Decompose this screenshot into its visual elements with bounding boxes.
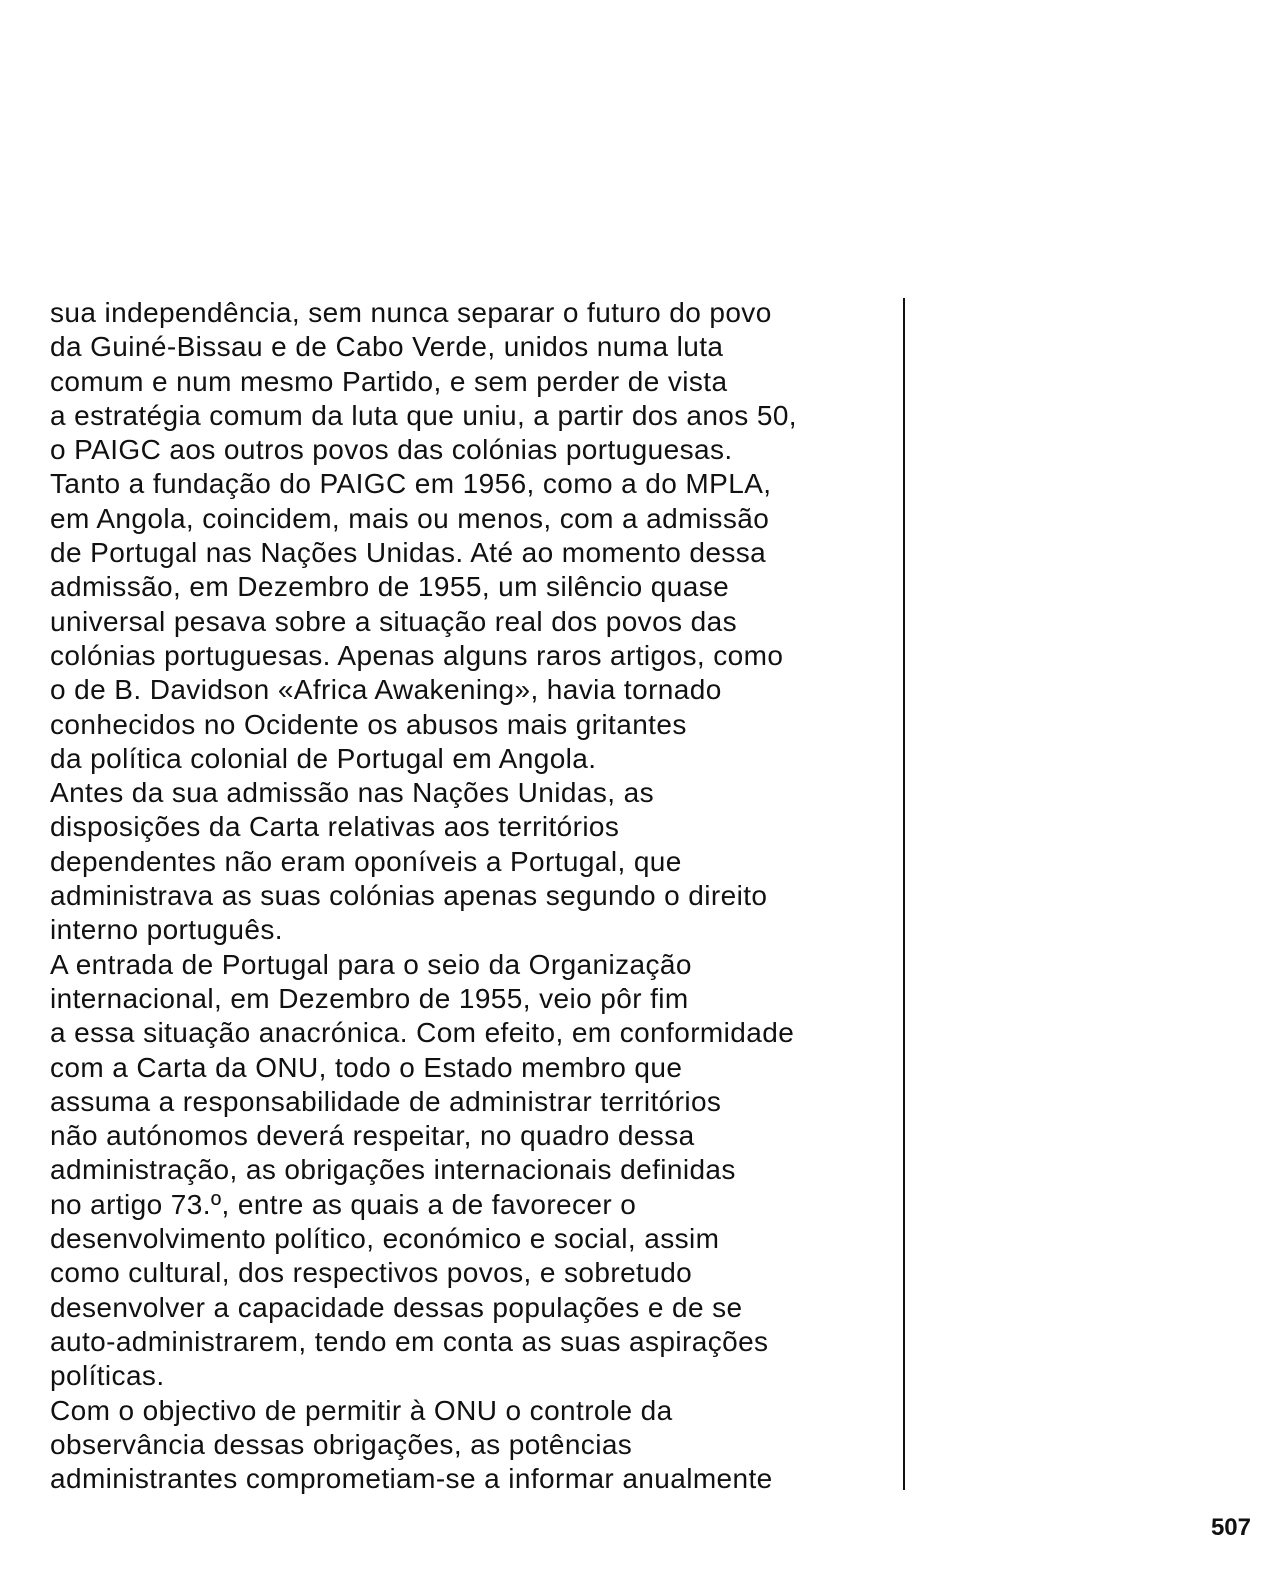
text-line: administração, as obrigações internacionais definidas: [50, 1154, 736, 1186]
text-line: colónias portuguesas. Apenas alguns raros artigos, como: [50, 639, 784, 671]
text-line: da política colonial de Portugal em Angola.: [50, 742, 597, 774]
text-line: admissão, em Dezembro de 1955, um silêncio quase: [50, 571, 730, 603]
text-line: observância dessas obrigações, as potências: [50, 1428, 633, 1460]
text-line: desenvolvimento político, económico e social, assim: [50, 1223, 720, 1255]
text-line: a estratégia comum da luta que uniu, a partir dos anos 50,: [50, 399, 797, 431]
text-line: com a Carta da ONU, todo o Estado membro que: [50, 1051, 683, 1083]
text-line: sua independência, sem nunca separar o futuro do povo: [50, 297, 772, 328]
text-line: dependentes não eram oponíveis a Portugal, que: [50, 845, 682, 877]
text-line: Tanto a fundação do PAIGC em 1956, como a do MPLA,: [50, 468, 772, 500]
text-line: assuma a responsabilidade de administrar territórios: [50, 1085, 722, 1117]
text-line: em Angola, coincidem, mais ou menos, com a admissão: [50, 502, 770, 534]
text-line: disposições da Carta relativas aos territórios: [50, 811, 620, 843]
text-line: universal pesava sobre a situação real dos povos das: [50, 605, 737, 637]
text-line: A entrada de Portugal para o seio da Organização: [50, 948, 692, 980]
text-line: políticas.: [50, 1360, 165, 1392]
text-line: no artigo 73.º, entre as quais a de favorecer o: [50, 1188, 637, 1220]
text-line: o PAIGC aos outros povos das colónias portuguesas.: [50, 434, 733, 466]
page-number: 507: [1210, 1514, 1251, 1541]
body-text: [50, 296, 900, 1496]
text-line: Com o objectivo de permitir à ONU o controle da: [50, 1394, 673, 1426]
text-line: administrava as suas colónias apenas segundo o direito: [50, 880, 768, 912]
text-line: não autónomos deverá respeitar, no quadro dessa: [50, 1120, 695, 1152]
text-line: de Portugal nas Nações Unidas. Até ao momento dessa: [50, 537, 767, 569]
text-line: interno português.: [50, 914, 283, 946]
text-line: como cultural, dos respectivos povos, e sobretudo: [50, 1257, 693, 1289]
margin-rule: [903, 298, 905, 1490]
text-line: o de B. Davidson «Africa Awakening», havia tornado: [50, 674, 722, 706]
text-line: Antes da sua admissão nas Nações Unidas, as: [50, 777, 654, 809]
text-line: da Guiné-Bissau e de Cabo Verde, unidos numa luta: [50, 331, 724, 363]
text-line: a essa situação anacrónica. Com efeito, em conformidade: [50, 1017, 795, 1049]
text-line: desenvolver a capacidade dessas populações e de se: [50, 1291, 743, 1323]
text-line: conhecidos no Ocidente os abusos mais gritantes: [50, 708, 687, 740]
text-line: administrantes comprometiam-se a informar anualmente: [50, 1463, 773, 1495]
text-line: auto-administrarem, tendo em conta as suas aspirações: [50, 1325, 769, 1357]
text-line: internacional, em Dezembro de 1955, veio pôr fim: [50, 982, 689, 1014]
text-line: comum e num mesmo Partido, e sem perder de vista: [50, 365, 728, 397]
